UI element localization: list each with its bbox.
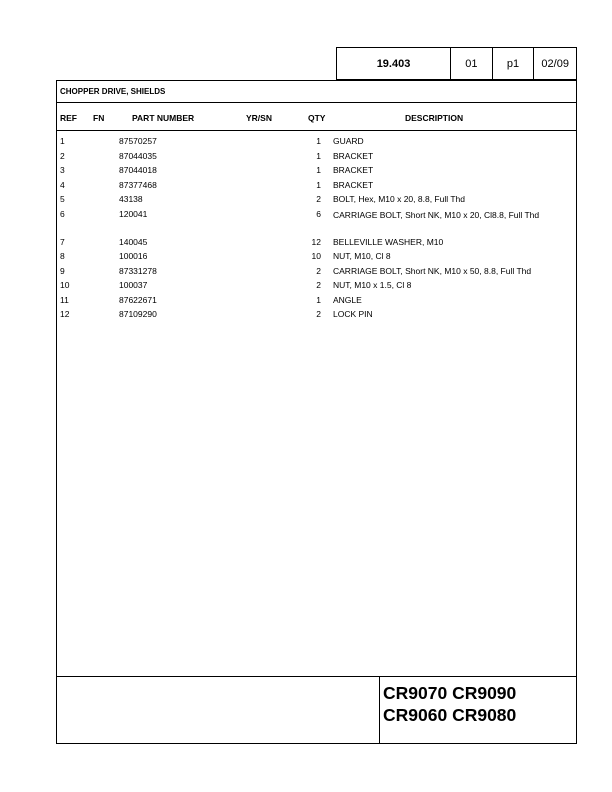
- description-cell: BRACKET: [333, 165, 374, 175]
- document-header: [336, 47, 577, 80]
- table-row: [57, 180, 576, 195]
- qty-cell: 12: [311, 236, 321, 247]
- ref-cell: 7: [60, 236, 65, 247]
- qty-cell: 2: [316, 194, 321, 204]
- description-cell: GUARD: [333, 136, 364, 146]
- section-title: CHOPPER DRIVE, SHIELDS: [57, 81, 576, 103]
- col-fn: FN: [93, 113, 105, 123]
- qty-cell: 1: [316, 150, 321, 161]
- part-number-cell: 120041: [119, 208, 148, 219]
- table-row: [57, 309, 576, 324]
- qty-cell: 1: [316, 136, 321, 146]
- part-number-cell: 87109290: [119, 309, 157, 319]
- model-list: [379, 677, 576, 743]
- qty-cell: 6: [316, 208, 321, 219]
- table-row: [57, 237, 576, 252]
- description-cell: NUT, M10, Cl 8: [333, 251, 391, 261]
- ref-cell: 11: [60, 294, 69, 305]
- parts-list-frame: [56, 80, 577, 744]
- ref-cell: 2: [60, 150, 65, 161]
- col-yr-sn: YR/SN: [246, 113, 272, 123]
- ref-cell: 9: [60, 265, 65, 276]
- part-number-cell: 140045: [119, 236, 148, 247]
- description-cell: BELLEVILLE WASHER, M10: [333, 236, 444, 247]
- part-number-cell: 87570257: [119, 136, 157, 146]
- description-cell: BRACKET: [333, 150, 374, 161]
- ref-cell: 8: [60, 251, 65, 261]
- revision-date: 02/09: [533, 48, 576, 79]
- qty-cell: 2: [316, 265, 321, 276]
- description-cell: CARRIAGE BOLT, Short NK, M10 x 50, 8.8, Full Thd: [333, 265, 532, 276]
- col-qty: QTY: [308, 113, 326, 123]
- col-description: DESCRIPTION: [405, 113, 464, 123]
- column-headers: [57, 103, 576, 131]
- parts-rows: [57, 136, 576, 324]
- table-row: [57, 209, 576, 237]
- section-number: 19.403: [376, 57, 411, 70]
- col-part-number: PART NUMBER: [132, 113, 195, 123]
- ref-cell: 6: [60, 208, 65, 219]
- table-row: [57, 251, 576, 266]
- description-cell: BOLT, Hex, M10 x 20, 8.8, Full Thd: [333, 194, 465, 204]
- revision-number: 01: [450, 48, 492, 79]
- col-ref: REF: [60, 113, 77, 123]
- part-number-cell: 87044035: [119, 150, 157, 161]
- ref-cell: 5: [60, 194, 65, 204]
- table-row: [57, 295, 576, 310]
- ref-cell: 10: [60, 280, 70, 290]
- description-cell: NUT, M10 x 1.5, Cl 8: [333, 280, 412, 290]
- ref-cell: 1: [60, 136, 65, 146]
- table-row: [57, 136, 576, 151]
- description-cell: BRACKET: [333, 179, 374, 190]
- qty-cell: 1: [316, 179, 321, 190]
- ref-cell: 3: [60, 165, 65, 175]
- part-number-cell: 87331278: [119, 265, 157, 276]
- part-number-cell: 87377468: [119, 179, 157, 190]
- table-row: [57, 165, 576, 180]
- model-line-1: CR9070 CR9090: [383, 683, 517, 703]
- footer: [57, 676, 576, 743]
- qty-cell: 1: [316, 294, 321, 305]
- description-cell: LOCK PIN: [333, 309, 373, 319]
- ref-cell: 4: [60, 179, 65, 190]
- qty-cell: 2: [316, 280, 321, 290]
- table-row: [57, 194, 576, 209]
- description-cell: CARRIAGE BOLT, Short NK, M10 x 20, Cl8.8, Full Thd: [333, 209, 540, 220]
- part-number-cell: 87044018: [119, 165, 157, 175]
- page-number: p1: [492, 48, 534, 79]
- model-line-2: CR9060 CR9080: [383, 705, 517, 725]
- part-number-cell: 100016: [119, 251, 148, 261]
- qty-cell: 10: [311, 251, 321, 261]
- part-number-cell: 100037: [119, 280, 148, 290]
- part-number-cell: 43138: [119, 194, 143, 204]
- description-cell: ANGLE: [333, 294, 362, 305]
- qty-cell: 2: [316, 309, 321, 319]
- table-row: [57, 266, 576, 281]
- table-row: [57, 151, 576, 166]
- ref-cell: 12: [60, 309, 70, 319]
- qty-cell: 1: [316, 165, 321, 175]
- table-row: [57, 280, 576, 295]
- part-number-cell: 87622671: [119, 294, 157, 305]
